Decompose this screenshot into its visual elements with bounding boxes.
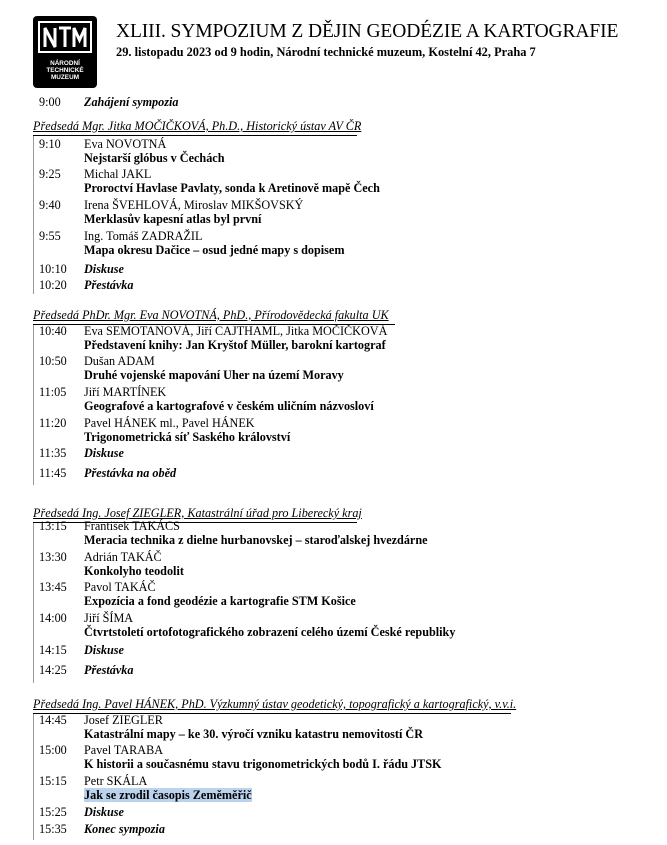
schedule-time: 10:20 bbox=[39, 278, 67, 292]
logo-text-line2: TECHNICKÉ bbox=[46, 67, 84, 74]
talk-title: Mapa okresu Dačice – osud jedné mapy s dopisem bbox=[84, 243, 345, 257]
ntm-logo bbox=[33, 16, 97, 88]
section-3-rule bbox=[33, 522, 357, 523]
schedule-time: 11:05 bbox=[39, 385, 67, 399]
speaker-name: Pavel TARABA bbox=[84, 743, 164, 757]
speaker-name: Pavel HÁNEK ml., Pavel HÁNEK bbox=[84, 416, 255, 430]
speaker-name: Petr SKÁLA bbox=[84, 774, 148, 788]
logo-text-line3: MUZEUM bbox=[50, 74, 80, 81]
section-1-border bbox=[33, 136, 34, 294]
schedule-time: 9:10 bbox=[39, 137, 61, 151]
speaker-name: Eva NOVOTNÁ bbox=[84, 137, 167, 151]
session-label: Diskuse bbox=[84, 262, 124, 276]
section-2-chair: Předsedá PhDr. Mgr. Eva NOVOTNÁ, PhD., Přírodovědecká fakulta UK bbox=[33, 308, 389, 322]
schedule-time: 14:45 bbox=[39, 713, 67, 727]
talk-title: Trigonometrická síť Saského království bbox=[84, 430, 291, 444]
schedule-time: 13:45 bbox=[39, 580, 67, 594]
speaker-name: Dušan ADAM bbox=[84, 354, 155, 368]
talk-title: Expozícia a fond geodézie a kartografie STM Košice bbox=[84, 594, 356, 608]
session-label: Přestávka bbox=[84, 278, 134, 292]
speaker-name: Jiří ŠÍMA bbox=[84, 611, 134, 625]
schedule-time: 14:25 bbox=[39, 663, 67, 677]
speaker-name: Pavol TAKÁČ bbox=[84, 580, 156, 594]
speaker-name: Ing. Tomáš ZADRAŽIL bbox=[84, 229, 203, 243]
speaker-name: Adrián TAKÁČ bbox=[84, 550, 162, 564]
talk-title: Nejstarší glóbus v Čechách bbox=[84, 151, 225, 165]
speaker-name: František TAKÁCS bbox=[84, 519, 180, 533]
page-title: XLIII. SYMPOZIUM Z DĚJIN GEODÉZIE A KARTOGRAFIE bbox=[116, 21, 619, 42]
session-label: Přestávka na oběd bbox=[84, 466, 177, 480]
section-2-border bbox=[33, 325, 34, 485]
talk-title: Katastrální mapy – ke 30. výročí vzniku katastru nemovitostí ČR bbox=[84, 727, 423, 741]
section-3-border bbox=[33, 523, 34, 683]
schedule-time: 10:40 bbox=[39, 324, 67, 338]
section-1-rule bbox=[33, 135, 357, 136]
section-4-border bbox=[33, 714, 34, 840]
talk-title-selected[interactable] bbox=[84, 788, 252, 803]
schedule-time: 11:35 bbox=[39, 446, 67, 460]
talk-title: Proroctví Havlase Pavlaty, sonda k Aretinově mapě Čech bbox=[84, 181, 380, 195]
section-1-chair: Předsedá Mgr. Jitka MOČIČKOVÁ, Ph.D., Historický ústav AV ČR bbox=[33, 119, 362, 133]
session-label: Diskuse bbox=[84, 446, 124, 460]
speaker-name: Josef ZIEGLER bbox=[84, 713, 163, 727]
schedule-time: 11:20 bbox=[39, 416, 67, 430]
schedule-time: 15:15 bbox=[39, 774, 67, 788]
speaker-name: Michal JAKL bbox=[84, 167, 152, 181]
schedule-time: 15:00 bbox=[39, 743, 67, 757]
speaker-name: Irena ŠVEHLOVÁ, Miroslav MIKŠOVSKÝ bbox=[84, 198, 304, 212]
speaker-name: Eva SEMOTANOVÁ, Jiří CAJTHAML, Jitka MOČIČKOVÁ bbox=[84, 324, 388, 338]
schedule-time: 14:00 bbox=[39, 611, 67, 625]
talk-title: Druhé vojenské mapování Uher na území Moravy bbox=[84, 368, 344, 382]
talk-title: Merklasův kapesní atlas byl první bbox=[84, 212, 262, 226]
schedule-time: 15:35 bbox=[39, 822, 67, 836]
schedule-time: 9:40 bbox=[39, 198, 61, 212]
talk-title: Konkolyho teodolit bbox=[84, 564, 184, 578]
schedule-time: 13:15 bbox=[39, 519, 67, 533]
selected-text[interactable]: Jak se zrodil časopis Zeměměřič bbox=[84, 788, 252, 802]
ntm-logo-icon bbox=[33, 16, 97, 60]
schedule-time: 13:30 bbox=[39, 550, 67, 564]
schedule-time: 9:25 bbox=[39, 167, 61, 181]
session-label: Přestávka bbox=[84, 663, 134, 677]
section-4-chair: Předsedá Ing. Pavel HÁNEK, PhD. Výzkumný ústav geodetický, topografický a kartografický, v.v.i. bbox=[33, 697, 517, 711]
speaker-name: Jiří MARTÍNEK bbox=[84, 385, 167, 399]
schedule-time: 15:25 bbox=[39, 805, 67, 819]
schedule-time: 10:10 bbox=[39, 262, 67, 276]
section-3-chair: Předsedá Ing. Josef ZIEGLER, Katastrální úřad pro Liberecký kraj bbox=[33, 506, 362, 520]
schedule-time: 10:50 bbox=[39, 354, 67, 368]
page-subtitle: 29. listopadu 2023 od 9 hodin, Národní technické muzeum, Kostelní 42, Praha 7 bbox=[116, 45, 536, 59]
talk-title: Geografové a kartografové v českém uličním názvosloví bbox=[84, 399, 374, 413]
opening-time: 9:00 bbox=[39, 95, 61, 109]
schedule-time: 11:45 bbox=[39, 466, 67, 480]
schedule-time: 9:55 bbox=[39, 229, 61, 243]
session-label: Diskuse bbox=[84, 805, 124, 819]
logo-text-line1: NÁRODNÍ bbox=[50, 60, 80, 67]
opening-label: Zahájení sympozia bbox=[84, 95, 179, 109]
talk-title: Představení knihy: Jan Kryštof Müller, barokní kartograf bbox=[84, 338, 386, 352]
talk-title: Meracia technika z dielne hurbanovskej – staroďalskej hvezdárne bbox=[84, 533, 428, 547]
schedule-time: 14:15 bbox=[39, 643, 67, 657]
talk-title: K historii a současnému stavu trigonometrických bodů I. řádu JTSK bbox=[84, 757, 442, 771]
talk-title: Čtvrtstoletí ortofotografického zobrazení celého území České republiky bbox=[84, 625, 456, 639]
session-label: Konec sympozia bbox=[84, 822, 165, 836]
session-label: Diskuse bbox=[84, 643, 124, 657]
